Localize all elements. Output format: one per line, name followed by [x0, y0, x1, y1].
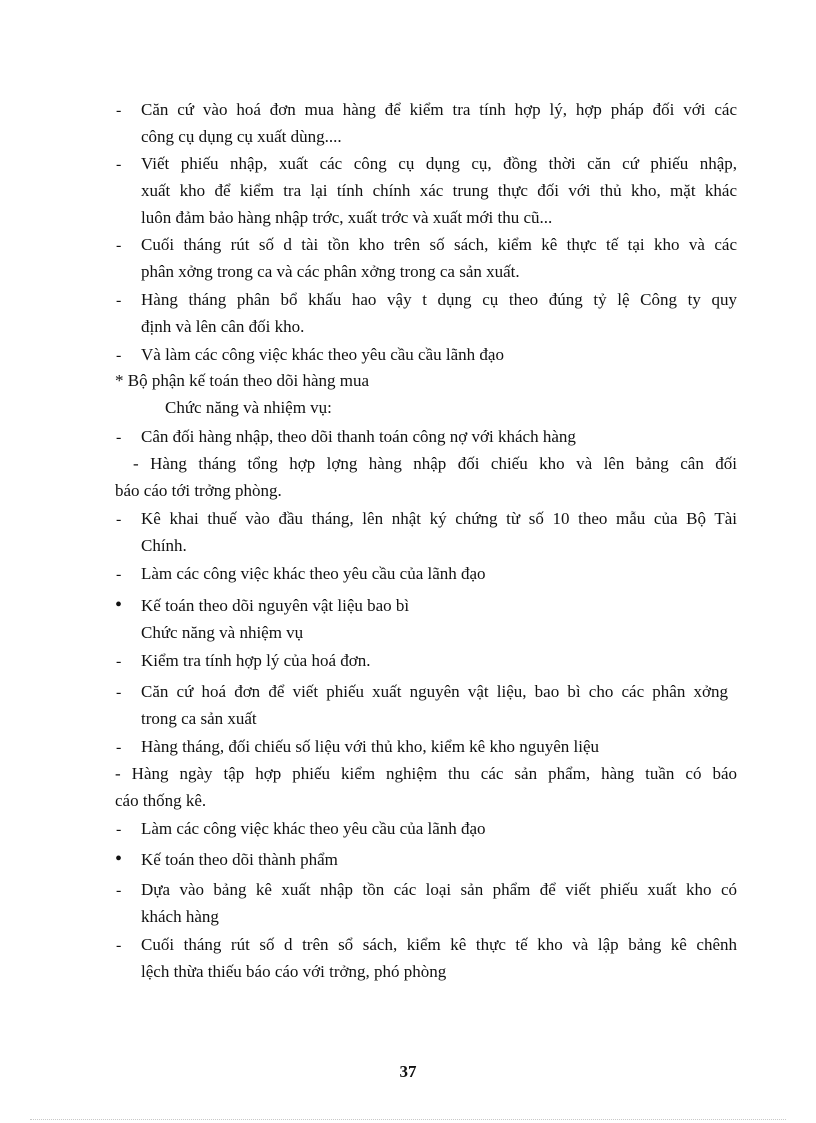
dash-marker: - — [116, 156, 122, 173]
paragraph-line: Căn cứ hoá đơn để viết phiếu xuất nguyên vật liệu, bao bì cho các phân xởng — [141, 682, 728, 701]
paragraph-line: Cuối tháng rút số d trên sổ sách, kiểm kê thực tế kho và lập bảng kê chênh — [141, 935, 737, 954]
paragraph-line: công cụ dụng cụ xuất dùng.... — [141, 127, 342, 146]
paragraph-line: Chính. — [141, 536, 187, 555]
paragraph-line: Dựa vào bảng kê xuất nhập tồn các loại sản phẩm để viết phiếu xuất kho có — [141, 880, 737, 899]
paragraph-line: Hàng tháng phân bổ khấu hao vậy t dụng cụ theo đúng tỷ lệ Công ty quy — [141, 290, 737, 309]
subheading: Chức năng và nhiệm vụ: — [165, 398, 332, 417]
dash-marker: - — [116, 102, 122, 119]
dash-marker: - — [116, 821, 122, 838]
bullet-marker: • — [115, 848, 123, 870]
dash-marker: - — [116, 882, 122, 899]
section-heading: Kế toán theo dõi nguyên vật liệu bao bì — [141, 596, 410, 615]
paragraph-line: Kê khai thuế vào đầu tháng, lên nhật ký chứng từ số 10 theo mẫu của Bộ Tài — [141, 509, 737, 528]
page-number: 37 — [399, 1062, 417, 1081]
paragraph-line: cáo thống kê. — [115, 791, 207, 810]
paragraph-line: phân xởng trong ca và các phân xởng trong ca sản xuất. — [141, 262, 520, 281]
paragraph-line: - Hàng ngày tập hợp phiếu kiểm nghiệm thu các sản phẩm, hàng tuần có báo — [115, 764, 737, 783]
paragraph-line: Làm các công việc khác theo yêu cầu của lãnh đạo — [141, 564, 486, 583]
footer-divider — [30, 1119, 786, 1120]
dash-marker: - — [116, 292, 122, 309]
paragraph-line: Kiểm tra tính hợp lý của hoá đơn. — [141, 651, 371, 670]
paragraph-line: luôn đảm bảo hàng nhập trớc, xuất trớc và xuất mới thu cũ... — [141, 208, 553, 227]
paragraph-line: Căn cứ vào hoá đơn mua hàng để kiểm tra tính hợp lý, hợp pháp đối với các — [141, 100, 737, 119]
subheading: Chức năng và nhiệm vụ — [141, 623, 304, 642]
dash-marker: - — [116, 739, 122, 756]
section-heading: Kế toán theo dõi thành phẩm — [141, 850, 338, 869]
dash-marker: - — [116, 684, 122, 701]
paragraph-line: - Hàng tháng tổng hợp lợng hàng nhập đối chiếu kho và lên bảng cân đối — [133, 454, 737, 473]
paragraph-line: lệch thừa thiếu báo cáo với trởng, phó phòng — [141, 962, 447, 981]
dash-marker: - — [116, 511, 122, 528]
paragraph-line: báo cáo tới trởng phòng. — [115, 481, 282, 500]
paragraph-line: Cuối tháng rút số d tài tồn kho trên số sách, kiểm kê thực tế tại kho và các — [141, 235, 737, 254]
paragraph-line: Làm các công việc khác theo yêu cầu của lãnh đạo — [141, 819, 486, 838]
section-heading: * Bộ phận kế toán theo dõi hàng mua — [115, 371, 370, 390]
dash-marker: - — [116, 237, 122, 254]
paragraph-line: Viết phiếu nhập, xuất các công cụ dụng cụ, đồng thời căn cứ phiếu nhập, — [141, 154, 737, 173]
paragraph-line: khách hàng — [141, 907, 219, 926]
paragraph-line: trong ca sản xuất — [141, 709, 257, 728]
paragraph-line: định và lên cân đối kho. — [141, 317, 305, 336]
dash-marker: - — [116, 429, 122, 446]
bullet-marker: • — [115, 594, 123, 616]
paragraph-line: xuất kho để kiểm tra lại tính chính xác trung thực đối với thủ kho, mặt khác — [141, 181, 737, 200]
dash-marker: - — [116, 566, 122, 583]
dash-marker: - — [116, 937, 122, 954]
dash-marker: - — [116, 347, 122, 364]
paragraph-line: Và làm các công việc khác theo yêu cầu cầu lãnh đạo — [141, 345, 504, 364]
paragraph-line: Hàng tháng, đối chiếu số liệu với thủ kho, kiểm kê kho nguyên liệu — [141, 737, 599, 756]
paragraph-line: Cân đối hàng nhập, theo dõi thanh toán công nợ với khách hàng — [141, 427, 576, 446]
dash-marker: - — [116, 653, 122, 670]
